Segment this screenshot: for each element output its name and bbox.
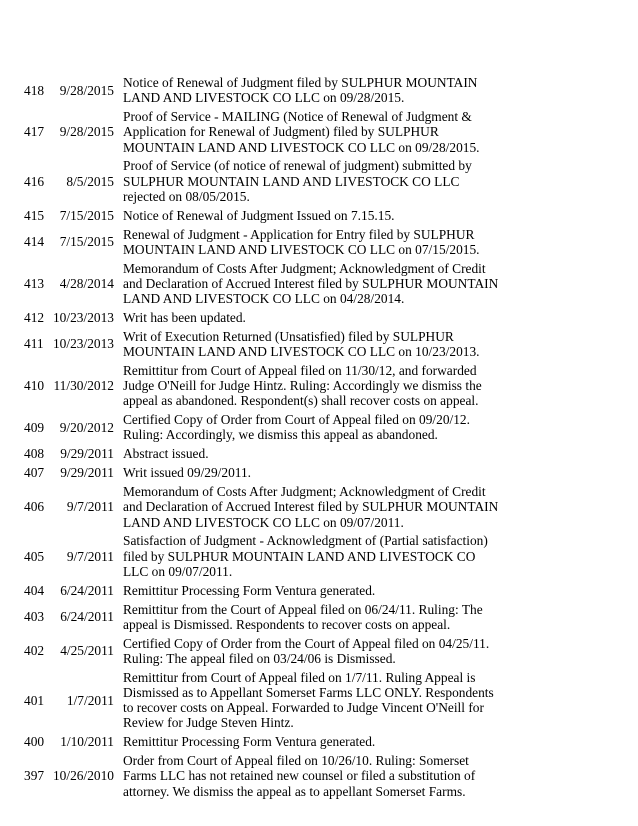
entry-text: Remittitur Processing Form Ventura generated. bbox=[123, 582, 376, 598]
entry-text: Writ of Execution Returned (Unsatisfied) filed by SULPHUR MOUNTAIN LAND AND LIVESTOCK CO LLC on 10/23/2013. bbox=[123, 328, 480, 360]
entry-text: Memorandum of Costs After Judgment; Acknowledgment of Credit and Declaration of Accrued Interest filed by SULPHUR MOUNTAIN LAND AND LIVESTOCK CO LLC on 04/28/2014. bbox=[123, 260, 499, 307]
docket-entry bbox=[0, 109, 638, 155]
entry-number-date bbox=[0, 583, 114, 598]
entry-text: Memorandum of Costs After Judgment; Acknowledgment of Credit and Declaration of Accrued Interest filed by SULPHUR MOUNTAIN LAND AND LIVESTOCK CO LLC on 09/07/2011. bbox=[123, 484, 499, 530]
entry-text: Certified Copy of Order from Court of Appeal filed on 09/20/12. Ruling: Accordingly, we dismiss this appeal as abandoned. bbox=[123, 412, 470, 443]
docket-entry bbox=[0, 329, 638, 359]
docket-entry bbox=[0, 363, 638, 409]
entry-text: Proof of Service - MAILING (Notice of Renewal of Judgment & Application for Renewal of Judgment) filed by SULPHUR MOUNTAIN LAND AND LIVESTOCK CO LLC on 09/28/2015. bbox=[123, 109, 480, 155]
entry-date: 9/28/2015 bbox=[59, 124, 114, 140]
docket-entry bbox=[0, 753, 638, 799]
docket-entry bbox=[0, 734, 638, 749]
entry-date: 10/23/2013 bbox=[52, 309, 114, 325]
entry-text: Writ issued 09/29/2011. bbox=[123, 465, 252, 481]
entry-text: Writ has been updated. bbox=[123, 309, 246, 325]
docket-entry bbox=[0, 465, 638, 480]
entry-text: Order from Court of Appeal filed on 10/26/10. Ruling: Somerset Farms LLC has not retained new counsel or filed a substitution of attorney. We dismiss the appeal as to appellant Somerset Farms. bbox=[123, 753, 476, 799]
docket-entry bbox=[0, 670, 638, 731]
entry-date: 4/28/2014 bbox=[59, 275, 114, 291]
entry-text: Remittitur from the Court of Appeal filed on 06/24/11. Ruling: The appeal is Dismissed. Respondents to recover costs on appeal. bbox=[123, 601, 483, 632]
entry-date: 9/7/2011 bbox=[66, 499, 114, 515]
entry-date: 8/5/2015 bbox=[66, 173, 114, 189]
docket-entry bbox=[0, 636, 638, 666]
entry-date: 9/29/2011 bbox=[60, 446, 114, 462]
entry-text: Proof of Service (of notice of renewal of judgment) submitted by SULPHUR MOUNTAIN LAND AND LIVESTOCK CO LLC rejected on 08/05/2015. bbox=[123, 158, 472, 204]
entry-date: 9/7/2011 bbox=[66, 548, 114, 564]
entry-number-date bbox=[0, 643, 114, 658]
entry-id: 415 bbox=[24, 207, 45, 223]
entry-id: 412 bbox=[24, 309, 45, 325]
entry-date: 9/28/2015 bbox=[59, 82, 114, 98]
entry-id: 404 bbox=[24, 582, 45, 598]
entry-id: 407 bbox=[24, 465, 45, 481]
entry-number-date bbox=[0, 734, 114, 749]
docket-entry bbox=[0, 261, 638, 307]
entry-id: 411 bbox=[24, 336, 44, 352]
entry-id: 408 bbox=[24, 446, 45, 462]
entry-number-date bbox=[0, 310, 114, 325]
entry-text: Renewal of Judgment - Application for Entry filed by SULPHUR MOUNTAIN LAND AND LIVESTOCK CO LLC on 07/15/2015. bbox=[123, 226, 480, 257]
docket-entry bbox=[0, 602, 638, 632]
entry-date: 11/30/2012 bbox=[53, 378, 114, 394]
entry-date: 1/7/2011 bbox=[66, 692, 114, 708]
entry-text: Certified Copy of Order from the Court of Appeal filed on 04/25/11. Ruling: The appeal filed on 03/24/06 is Dismissed. bbox=[123, 635, 490, 666]
docket-entry bbox=[0, 227, 638, 257]
entry-id: 410 bbox=[24, 378, 45, 394]
entry-number-date bbox=[0, 124, 114, 139]
entry-number-date bbox=[0, 693, 114, 708]
entry-id: 406 bbox=[24, 499, 45, 515]
entry-number-date bbox=[0, 276, 114, 291]
entry-number-date bbox=[0, 446, 114, 461]
entry-date: 9/29/2011 bbox=[60, 465, 114, 481]
entry-number-date bbox=[0, 336, 114, 351]
entry-id: 397 bbox=[24, 768, 45, 784]
entry-text: Satisfaction of Judgment - Acknowledgment of (Partial satisfaction) filed by SULPHUR MOUNTAIN LAND AND LIVESTOCK CO LLC on 09/07/2011. bbox=[123, 533, 488, 579]
docket-entry bbox=[0, 208, 638, 223]
docket-entry bbox=[0, 484, 638, 530]
entry-number-date bbox=[0, 174, 114, 189]
entry-text: Remittitur Processing Form Ventura generated. bbox=[123, 734, 376, 750]
entry-date: 1/10/2011 bbox=[60, 734, 114, 750]
docket-entry bbox=[0, 75, 638, 105]
docket-entry bbox=[0, 158, 638, 204]
docket-entry bbox=[0, 533, 638, 579]
entry-number-date bbox=[0, 549, 114, 564]
entry-number-date bbox=[0, 208, 114, 223]
entry-id: 405 bbox=[24, 548, 45, 564]
entry-number-date bbox=[0, 420, 114, 435]
entry-date: 9/20/2012 bbox=[59, 419, 114, 435]
entry-id: 417 bbox=[24, 124, 45, 140]
docket-entry bbox=[0, 310, 638, 325]
entry-text: Remittitur from Court of Appeal filed on 1/7/11. Ruling Appeal is Dismissed as to Appellant Somerset Farms LLC ONLY. Respondents to recover costs on Appeal. Forwarded to Judge Vincent O'Neill for Review for Judge Steven Hintz. bbox=[123, 669, 494, 731]
entry-number-date bbox=[0, 83, 114, 98]
entry-id: 403 bbox=[24, 609, 45, 625]
entry-number-date bbox=[0, 465, 114, 480]
entry-id: 413 bbox=[24, 275, 45, 291]
entry-id: 416 bbox=[24, 173, 45, 189]
entry-id: 409 bbox=[24, 419, 45, 435]
entry-text: Notice of Renewal of Judgment Issued on 7.15.15. bbox=[123, 207, 395, 223]
entry-text: Notice of Renewal of Judgment filed by SULPHUR MOUNTAIN LAND AND LIVESTOCK CO LLC on 09/28/2015. bbox=[123, 75, 478, 106]
entry-date: 7/15/2015 bbox=[59, 234, 114, 250]
entry-date: 6/24/2011 bbox=[60, 609, 114, 625]
entry-id: 418 bbox=[24, 82, 45, 98]
entry-number-date bbox=[0, 378, 114, 393]
entry-number-date bbox=[0, 499, 114, 514]
entry-id: 401 bbox=[24, 692, 45, 708]
entry-id: 400 bbox=[24, 734, 45, 750]
entry-number-date bbox=[0, 609, 114, 624]
entry-text: Remittitur from Court of Appeal filed on 11/30/12, and forwarded Judge O'Neill for Judge Hintz. Ruling: Accordingly we dismiss the appeal as abandoned. Respondent(s) shall recover costs on appeal. bbox=[123, 362, 482, 409]
docket-entry bbox=[0, 412, 638, 442]
docket-entry bbox=[0, 583, 638, 598]
entry-date: 10/23/2013 bbox=[52, 336, 114, 352]
entry-text: Abstract issued. bbox=[123, 446, 209, 462]
docket-entry bbox=[0, 446, 638, 461]
entry-date: 10/26/2010 bbox=[52, 768, 114, 784]
entry-date: 6/24/2011 bbox=[60, 582, 114, 598]
entry-id: 414 bbox=[24, 234, 45, 250]
entry-id: 402 bbox=[24, 643, 45, 659]
entry-date: 7/15/2015 bbox=[59, 207, 114, 223]
entry-date: 4/25/2011 bbox=[60, 643, 114, 659]
entry-number-date bbox=[0, 234, 114, 249]
docket-entries bbox=[0, 75, 638, 802]
entry-number-date bbox=[0, 768, 114, 783]
